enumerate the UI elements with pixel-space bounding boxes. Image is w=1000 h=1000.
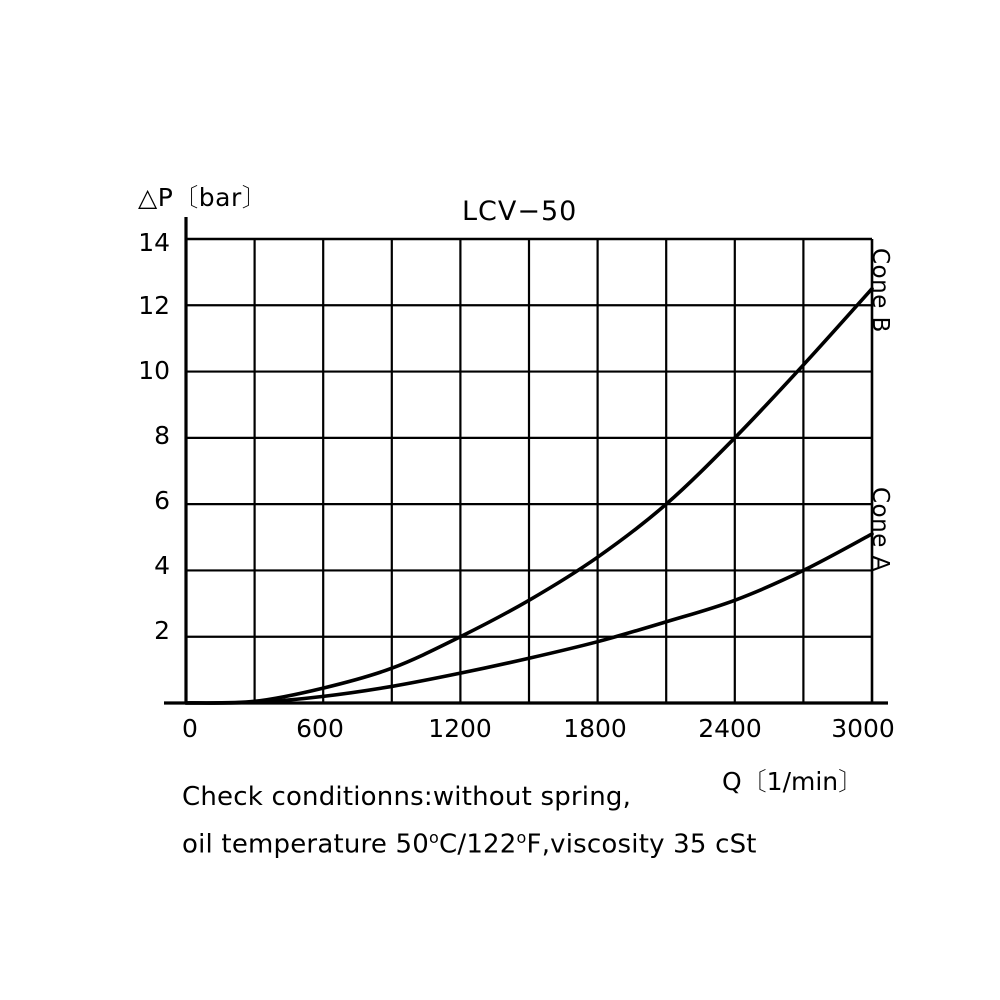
x-tick-label: 3000 xyxy=(831,714,895,743)
note-line-1: Check conditionns:without spring, xyxy=(182,782,632,812)
x-tick-label: 1800 xyxy=(563,714,627,743)
y-tick-label: 8 xyxy=(154,421,170,450)
x-tick-label: 1200 xyxy=(428,714,492,743)
y-tick-label: 4 xyxy=(154,551,170,580)
x-tick-label: 600 xyxy=(296,714,344,743)
y-tick-label: 2 xyxy=(154,616,170,645)
chart-title: LCV−50 xyxy=(462,196,578,227)
y-tick-label: 6 xyxy=(154,486,170,515)
note-temp-post: F,viscosity 35 cSt xyxy=(526,829,757,860)
y-tick-label: 12 xyxy=(138,291,170,320)
x-tick-label: 0 xyxy=(182,714,198,743)
degree-symbol-2: o xyxy=(516,828,527,847)
axis-lines xyxy=(164,217,888,703)
series-label-cone-a: Cone A xyxy=(867,487,893,572)
series-label-cone-b: Cone B xyxy=(867,248,893,333)
y-tick-label: 14 xyxy=(138,228,170,257)
grid-lines xyxy=(186,239,872,703)
note-temp-pre: oil temperature 50 xyxy=(182,829,429,860)
y-tick-label: 10 xyxy=(138,356,170,385)
x-tick-label: 2400 xyxy=(698,714,762,743)
note-temp-mid: C/122 xyxy=(439,829,517,860)
x-axis-label: Q〔1/min〕 xyxy=(722,767,864,796)
degree-symbol-1: o xyxy=(429,828,439,847)
y-axis-label: △P〔bar〕 xyxy=(138,183,268,212)
